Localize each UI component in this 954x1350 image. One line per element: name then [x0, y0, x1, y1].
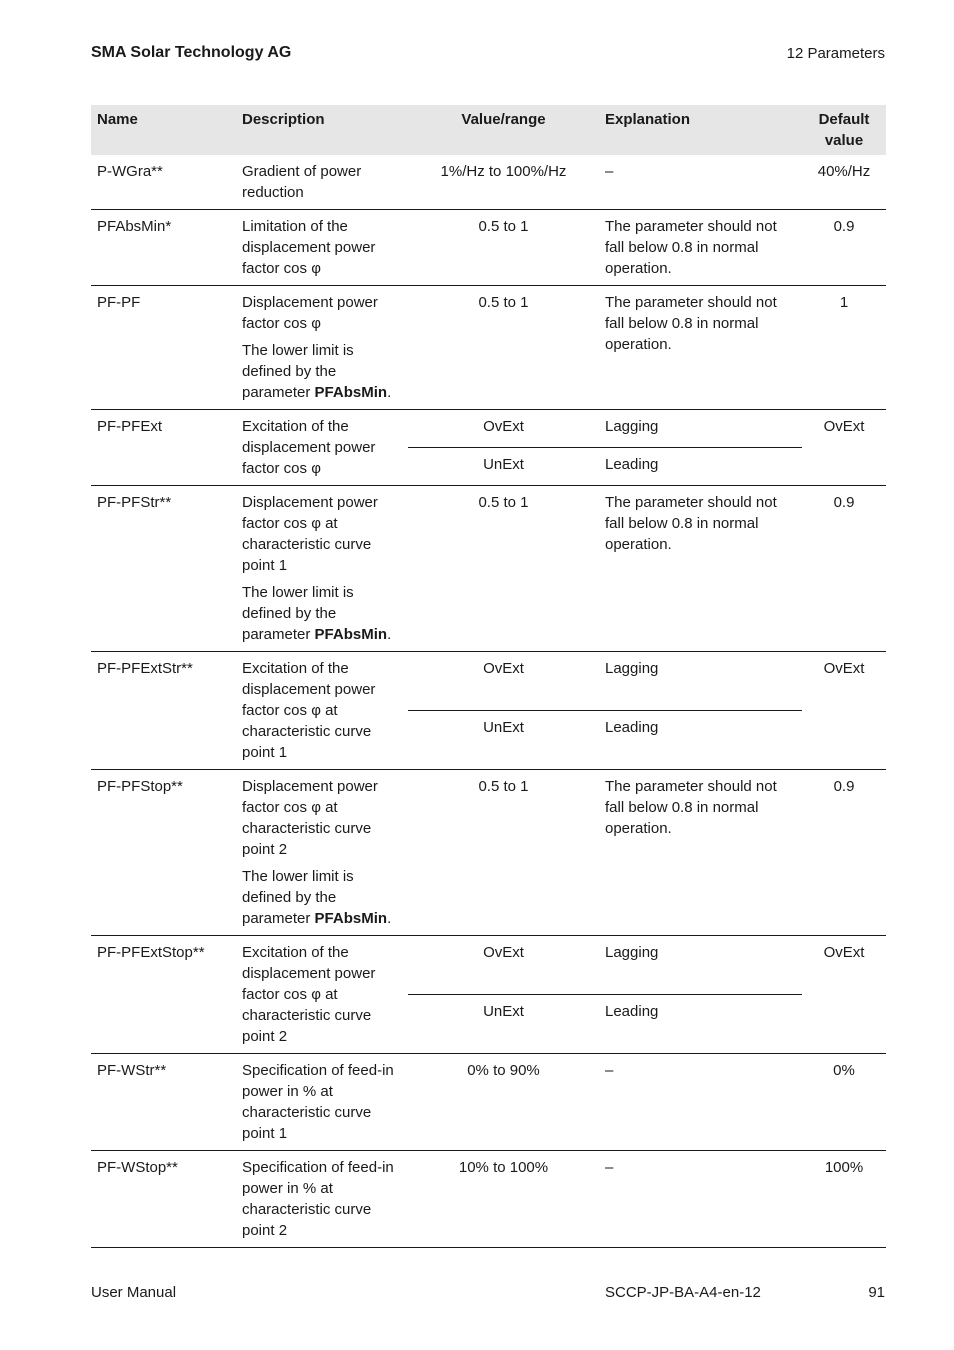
note-param-ref: PFAbsMin — [314, 910, 388, 927]
param-name: PFAbsMin* — [91, 210, 236, 286]
parameters-table — [91, 105, 886, 1248]
param-range: OvExt — [408, 652, 599, 711]
param-description-text: Displacement power factor cos φ — [242, 294, 378, 332]
param-name: PF-PF — [91, 286, 236, 410]
param-range: 0.5 to 1 — [408, 286, 599, 410]
param-name: PF-WStr** — [91, 1054, 236, 1151]
param-limit-note — [242, 582, 402, 645]
param-explanation: Lagging — [599, 652, 802, 711]
param-range: OvExt — [408, 410, 599, 448]
param-description-text: Displacement power factor cos φ at characteristic curve point 1 — [242, 494, 378, 574]
param-default: 40%/Hz — [802, 155, 886, 210]
param-description — [236, 770, 408, 936]
param-range: OvExt — [408, 936, 599, 995]
param-range: UnExt — [408, 995, 599, 1054]
note-text: The lower limit is defined by the parameter — [242, 584, 354, 643]
note-text-end: . — [387, 626, 392, 643]
note-text: The lower limit is defined by the parameter — [242, 868, 354, 927]
section-title: 12 Parameters — [786, 45, 885, 62]
param-explanation: – — [599, 1054, 802, 1151]
param-description: Gradient of power reduction — [236, 155, 408, 210]
table-row — [91, 155, 886, 210]
col-header-value-range: Value/range — [408, 105, 599, 155]
col-header-default: Default value — [802, 105, 886, 155]
note-text: The lower limit is defined by the parameter — [242, 342, 354, 401]
param-name: P-WGra** — [91, 155, 236, 210]
param-default: 100% — [802, 1151, 886, 1248]
col-header-explanation: Explanation — [599, 105, 802, 155]
col-header-description: Description — [236, 105, 408, 155]
param-limit-note — [242, 866, 402, 929]
note-text-end: . — [387, 384, 392, 401]
param-description-text: Displacement power factor cos φ at characteristic curve point 2 — [242, 778, 378, 858]
param-explanation: The parameter should not fall below 0.8 in normal operation. — [599, 286, 802, 410]
param-range: 0.5 to 1 — [408, 210, 599, 286]
param-default: 0.9 — [802, 210, 886, 286]
param-range: UnExt — [408, 448, 599, 486]
table-row — [91, 1054, 886, 1151]
param-description — [236, 486, 408, 652]
page-number: 91 — [868, 1284, 885, 1301]
param-explanation: Lagging — [599, 410, 802, 448]
company-name: SMA Solar Technology AG — [91, 44, 292, 61]
col-header-name: Name — [91, 105, 236, 155]
param-name: PF-PFExtStr** — [91, 652, 236, 770]
table-row — [91, 410, 886, 448]
note-param-ref: PFAbsMin — [314, 384, 388, 401]
table-row — [91, 936, 886, 995]
table-row — [91, 486, 886, 652]
param-explanation: The parameter should not fall below 0.8 in normal operation. — [599, 210, 802, 286]
table-row — [91, 286, 886, 410]
table-row — [91, 770, 886, 936]
table-header-row — [91, 105, 886, 155]
note-text-end: . — [387, 910, 392, 927]
param-description: Specification of feed-in power in % at characteristic curve point 2 — [236, 1151, 408, 1248]
param-default: 0.9 — [802, 770, 886, 936]
param-default: OvExt — [802, 410, 886, 486]
param-explanation: The parameter should not fall below 0.8 in normal operation. — [599, 486, 802, 652]
param-explanation: Leading — [599, 995, 802, 1054]
param-default: 0% — [802, 1054, 886, 1151]
param-explanation: – — [599, 155, 802, 210]
param-default: OvExt — [802, 652, 886, 770]
param-description — [236, 286, 408, 410]
param-range: 1%/Hz to 100%/Hz — [408, 155, 599, 210]
param-range: 0.5 to 1 — [408, 770, 599, 936]
param-name: PF-PFExtStop** — [91, 936, 236, 1054]
param-description: Excitation of the displacement power factor cos φ at characteristic curve point 1 — [236, 652, 408, 770]
param-range: 0% to 90% — [408, 1054, 599, 1151]
param-limit-note — [242, 340, 402, 403]
param-range: 10% to 100% — [408, 1151, 599, 1248]
param-default: 1 — [802, 286, 886, 410]
param-default: 0.9 — [802, 486, 886, 652]
param-explanation: – — [599, 1151, 802, 1248]
param-name: PF-WStop** — [91, 1151, 236, 1248]
param-explanation: Leading — [599, 448, 802, 486]
param-name: PF-PFStop** — [91, 770, 236, 936]
param-range: UnExt — [408, 711, 599, 770]
footer-doc-type: User Manual — [91, 1284, 177, 1301]
param-default: OvExt — [802, 936, 886, 1054]
param-range: 0.5 to 1 — [408, 486, 599, 652]
table-row — [91, 210, 886, 286]
param-description: Excitation of the displacement power factor cos φ — [236, 410, 408, 486]
footer-doc-id: SCCP-JP-BA-A4-en-12 — [605, 1284, 761, 1301]
param-description: Limitation of the displacement power factor cos φ — [236, 210, 408, 286]
param-description: Excitation of the displacement power factor cos φ at characteristic curve point 2 — [236, 936, 408, 1054]
param-name: PF-PFExt — [91, 410, 236, 486]
param-description: Specification of feed-in power in % at characteristic curve point 1 — [236, 1054, 408, 1151]
note-param-ref: PFAbsMin — [314, 626, 388, 643]
param-name: PF-PFStr** — [91, 486, 236, 652]
table-row — [91, 652, 886, 711]
param-explanation: The parameter should not fall below 0.8 in normal operation. — [599, 770, 802, 936]
param-explanation: Leading — [599, 711, 802, 770]
param-explanation: Lagging — [599, 936, 802, 995]
table-row — [91, 1151, 886, 1248]
